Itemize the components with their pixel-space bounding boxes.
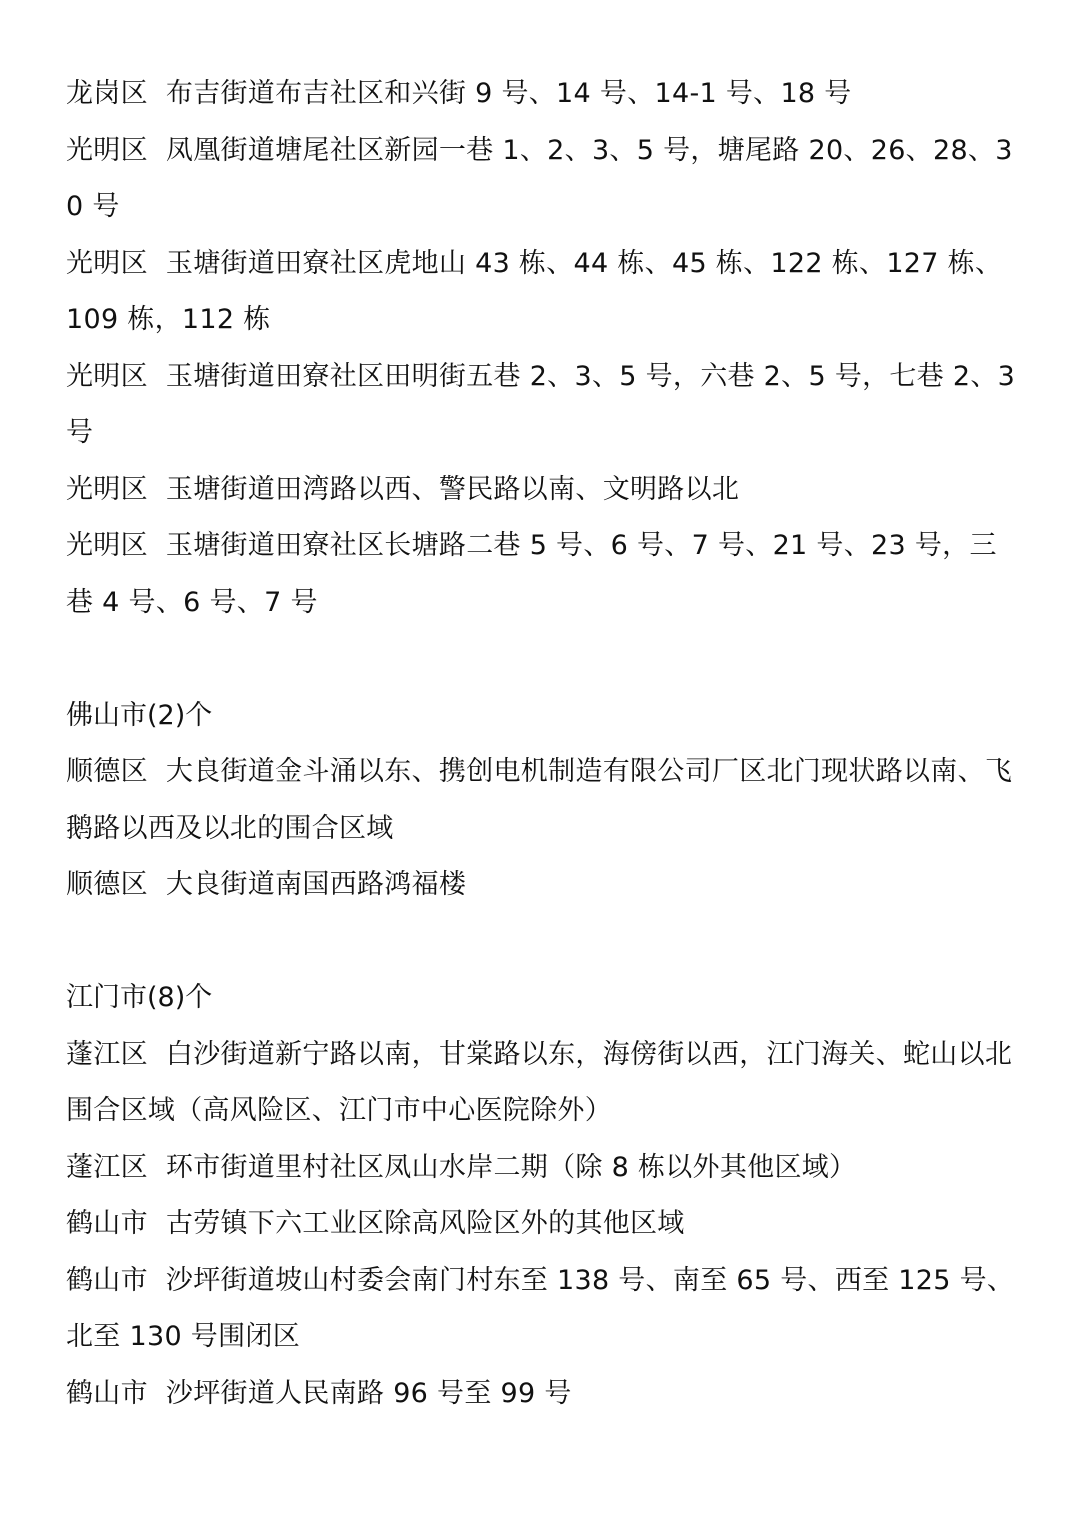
district-name: 鹤山市 xyxy=(66,1264,148,1296)
section-spacer xyxy=(66,914,1016,971)
district-name: 鹤山市 xyxy=(66,1208,148,1239)
district-name: 顺德区 xyxy=(66,869,148,900)
area-description: 玉塘街道田寮社区长塘路二巷 5 号、6 号、7 号、21 号、23 号，三巷 4 号、6 号、7 号 xyxy=(66,530,997,618)
area-description: 玉塘街道田寮社区田明街五巷 2、3、5 号，六巷 2、5 号，七巷 2、3 号 xyxy=(66,360,1016,448)
city-heading-foshan: 佛山市(2)个 xyxy=(66,699,213,731)
list-item xyxy=(66,744,1016,857)
list-item xyxy=(66,518,1016,631)
list-item xyxy=(66,857,1016,914)
district-name: 光明区 xyxy=(66,360,148,392)
list-item xyxy=(66,236,1016,349)
list-item xyxy=(66,123,1016,236)
area-description: 凤凰街道塘尾社区新园一巷 1、2、3、5 号，塘尾路 20、26、28、30 号 xyxy=(66,134,1013,222)
section-spacer xyxy=(66,631,1016,688)
district-name: 光明区 xyxy=(66,473,148,505)
district-name: 蓬江区 xyxy=(66,1038,148,1070)
list-item xyxy=(66,1253,1016,1366)
area-description: 大良街道南国西路鸿福楼 xyxy=(165,869,467,900)
district-name: 顺德区 xyxy=(66,756,148,787)
district-name: 鹤山市 xyxy=(66,1377,148,1409)
area-description: 布吉街道布吉社区和兴街 9 号、14 号、14-1 号、18 号 xyxy=(165,78,852,109)
area-description: 大良街道金斗涌以东、携创电机制造有限公司厂区北门现状路以南、飞鹅路以西及以北的围合区域 xyxy=(66,756,1013,844)
district-name: 蓬江区 xyxy=(66,1151,148,1183)
district-name: 龙岗区 xyxy=(66,78,148,109)
area-description: 环市街道里村社区凤山水岸二期（除 8 栋以外其他区域） xyxy=(165,1151,857,1183)
list-item xyxy=(66,462,1016,519)
list-item xyxy=(66,1140,1016,1197)
area-description: 玉塘街道田寮社区虎地山 43 栋、44 栋、45 栋、122 栋、127 栋、109 栋，112 栋 xyxy=(66,247,1003,335)
area-description: 玉塘街道田湾路以西、警民路以南、文明路以北 xyxy=(165,473,740,505)
district-name: 光明区 xyxy=(66,530,148,561)
area-description: 沙坪街道人民南路 96 号至 99 号 xyxy=(165,1377,572,1409)
list-item xyxy=(66,349,1016,462)
district-name: 光明区 xyxy=(66,134,148,166)
district-name: 光明区 xyxy=(66,247,148,279)
list-item xyxy=(66,66,1016,123)
list-item xyxy=(66,1027,1016,1140)
city-heading-jiangmen: 江门市(8)个 xyxy=(66,982,213,1013)
area-description: 古劳镇下六工业区除高风险区外的其他区域 xyxy=(165,1208,685,1239)
list-item xyxy=(66,1366,1016,1423)
area-description: 白沙街道新宁路以南，甘棠路以东，海傍街以西，江门海关、蛇山以北围合区域（高风险区、江门市中心医院除外） xyxy=(66,1038,1013,1126)
list-item xyxy=(66,1196,1016,1253)
area-description: 沙坪街道坡山村委会南门村东至 138 号、南至 65 号、西至 125 号、北至 130 号围闭区 xyxy=(66,1264,1015,1352)
